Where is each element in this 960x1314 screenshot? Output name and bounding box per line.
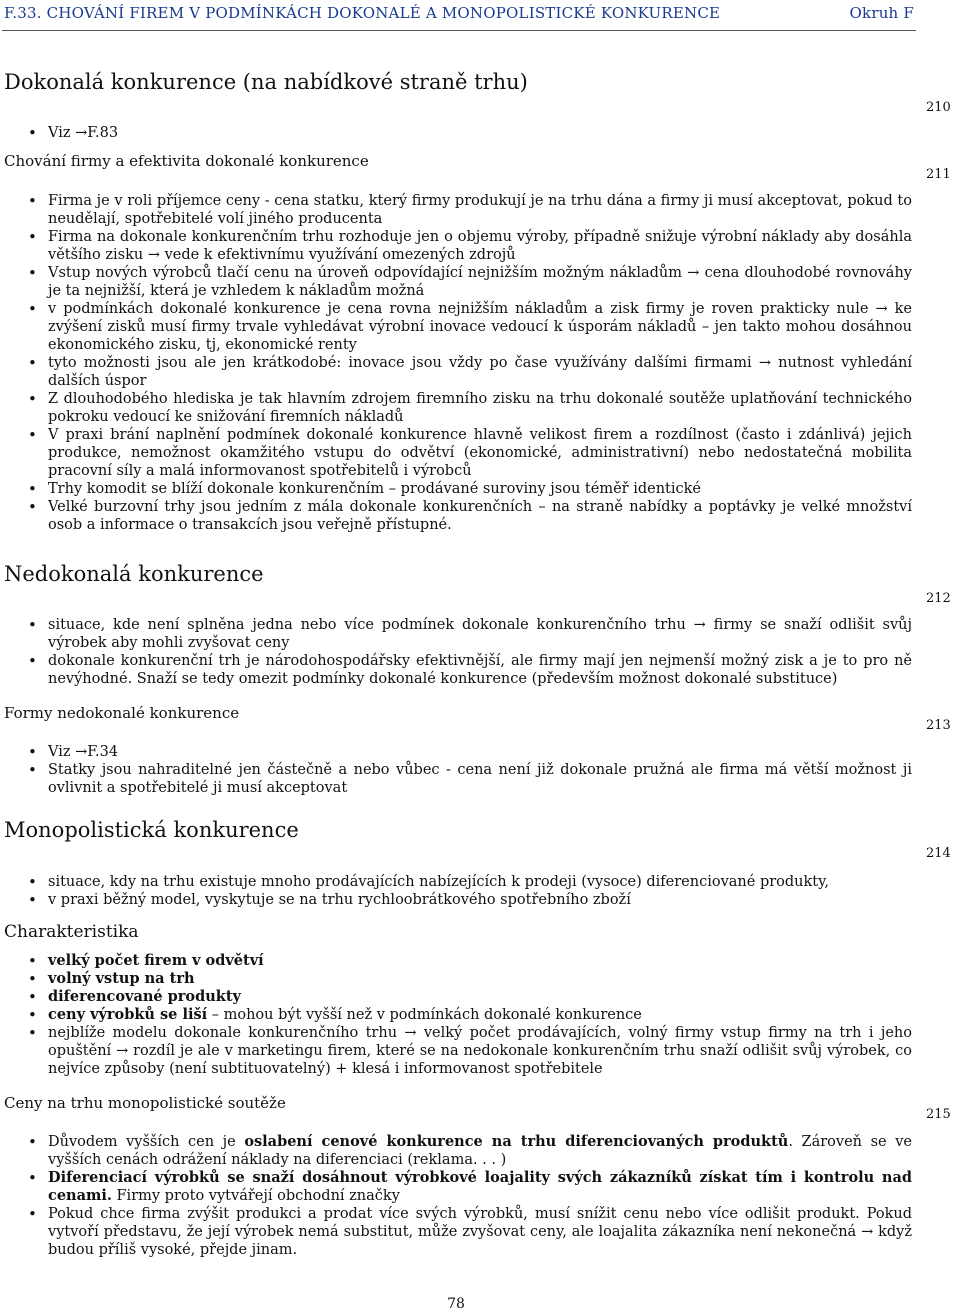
item-text: Důvodem vyšších cen je [48,1134,245,1150]
list-item: • tyto možnosti jsou ale jen krátkodobé: inovace jsou vždy po čase využívány dalšími firmami → nutnost vyhledání dalších úspor [0,354,912,390]
list-item: • Statky jsou nahraditelné jen částečně a nebo vůbec - cena není již dokonale pružná ale firma má větší možnost ji ovlivnit a spotřebitelé ji musí akceptovat [0,761,912,797]
margin-number: 213 [926,718,951,733]
margin-number: 210 [926,100,951,115]
bullet-list [0,1133,912,1259]
margin-number: 214 [926,846,951,861]
bold-term: velký počet firem v odvětví [48,952,264,969]
bold-term: volný vstup na trh [48,970,195,987]
bullet-list [0,616,912,688]
section-heading: Dokonalá konkurence (na nabídkové straně trhu) [4,70,528,94]
subsection-heading: Ceny na trhu monopolistické soutěže [4,1094,286,1112]
header-chapter-title: F.33. CHOVÁNÍ FIREM V PODMÍNKÁCH DOKONALÉ A MONOPOLISTICKÉ KONKURENCE [4,4,721,22]
section-heading: Monopolistická konkurence [4,818,299,842]
page-number: 78 [447,1296,465,1312]
running-header [4,4,914,26]
bullet-list [0,743,912,797]
bold-term: ceny výrobků se liší [48,1006,208,1023]
subsection-heading: Charakteristika [4,922,139,942]
list-item: • situace, kdy na trhu existuje mnoho prodávajících nabízejících k prodeji (vysoce) diferenciované produkty, [0,873,912,891]
header-rule [2,30,916,31]
item-text: Firmy proto vytvářejí obchodní značky [111,1188,400,1204]
list-item: • v praxi běžný model, vyskytuje se na trhu rychloobrátkového spotřebního zboží [0,891,912,909]
margin-number: 212 [926,591,951,606]
margin-number: 211 [926,167,951,182]
list-item: • dokonale konkurenční trh je národohospodářsky efektivnější, ale firmy mají jen nejmenší možný zisk a je to pro ně nevýhodné. Snaží se tedy omezit podmínky dokonalé konkurence (především možnost dokonalé substituce) [0,652,912,688]
list-item: • Firma na dokonale konkurenčním trhu rozhoduje jen o objemu výroby, případně snižuje výrobní náklady aby dosáhla většího zisku → vede k efektivnímu využívání omezených zdrojů [0,228,912,264]
subsection-heading: Chování firmy a efektivita dokonalé konkurence [4,152,369,170]
list-item: • Firma je v roli příjemce ceny - cena statku, který firmy produkují je na trhu dána a firmy ji musí akceptovat, pokud to neudělají, spotřebitelé volí jiného producenta [0,192,912,228]
list-item: • Z dlouhodobého hlediska je tak hlavním zdrojem firemního zisku na trhu dokonalé soutěže uplatňování technického pokroku vedoucí ke snižování firemních nákladů [0,390,912,426]
bullet-list [0,192,912,534]
list-item: • v podmínkách dokonalé konkurence je cena rovna nejnižším nákladům a zisk firmy je roven prakticky nule → ke zvýšení zisků musí firmy trvale vyhledávat výrobní inovace vedoucí k úsporám nákladů – jen takto mohou dosáhnou ekonomického zisku, tj, ekonomické renty [0,300,912,354]
list-item: • Pokud chce firma zvýšit produkci a prodat více svých výrobků, musí snížit cenu nebo více odlišit produkt. Pokud vytvoří představu, že její výrobek nemá substitut, může zvyšovat ceny, ale loajalita zákazníka není nekonečná → když budou příliš vysoké, přejde jinam. [0,1205,912,1259]
list-item: • situace, kde není splněna jedna nebo více podmínek dokonale konkurenčního trhu → firmy se snaží odlišit svůj výrobek aby mohli zvyšovat ceny [0,616,912,652]
bullet-list [0,124,912,142]
list-item: • Viz →F.34 [0,743,912,761]
section-heading: Nedokonalá konkurence [4,562,264,586]
list-item [0,1006,912,1024]
item-text: . Zároveň se ve vyšších cenách odrážení náklady na diferenciaci (reklama. . . ) [48,1134,912,1168]
list-item: • nejblíže modelu dokonale konkurenčního trhu → velký počet prodávajících, volný firmy vstup firmy na trh i jeho opuštění → rozdíl je ale v marketingu firem, které se na nedokonale konkurenčním trhu snaží odlišit svůj výrobek, co nejvíce způsoby (není subtituovatelný) + klesá i informovanost spotřebitele [0,1024,912,1078]
bold-term: Diferenciací výrobků se snaží dosáhnout výrobkové loajality svých zákazníků získat tím i kontrolu nad cenami. [48,1169,912,1204]
list-item [0,1169,912,1205]
item-text: – mohou být vyšší než v podmínkách dokonalé konkurence [207,1007,642,1023]
bullet-list [0,952,912,1078]
list-item [0,952,912,970]
bold-term: diferencované produkty [48,988,241,1005]
list-item: • Velké burzovní trhy jsou jedním z mála dokonale konkurenčních – na straně nabídky a poptávky je velké množství osob a informace o transakcích jsou veřejně přístupné. [0,498,912,534]
list-item [0,988,912,1006]
subsection-heading: Formy nedokonalé konkurence [4,704,240,722]
bold-term: oslabení cenové konkurence na trhu diferenciovaných produktů [244,1133,789,1150]
list-item: • V praxi brání naplnění podmínek dokonalé konkurence hlavně velikost firem a rozdílnost (často i zdánlivá) jejich produkce, nemožnost okamžitého vstupu do odvětví (ekonomické, administrativní) nebo nedostatečná mobilita pracovní síly a malá informovanost spotřebitelů i výrobců [0,426,912,480]
list-item: • Vstup nových výrobců tlačí cenu na úroveň odpovídající nejnižším možným nákladům → cena dlouhodobé rovnováhy je ta nejnižší, která je vzhledem k nákladům možná [0,264,912,300]
list-item [0,970,912,988]
bullet-list [0,873,912,909]
list-item: • Viz →F.83 [0,124,912,142]
margin-number: 215 [926,1107,951,1122]
list-item [0,1133,912,1169]
header-section-label: Okruh F [849,4,914,22]
list-item: • Trhy komodit se blíží dokonale konkurenčním – prodávané suroviny jsou téměř identické [0,480,912,498]
